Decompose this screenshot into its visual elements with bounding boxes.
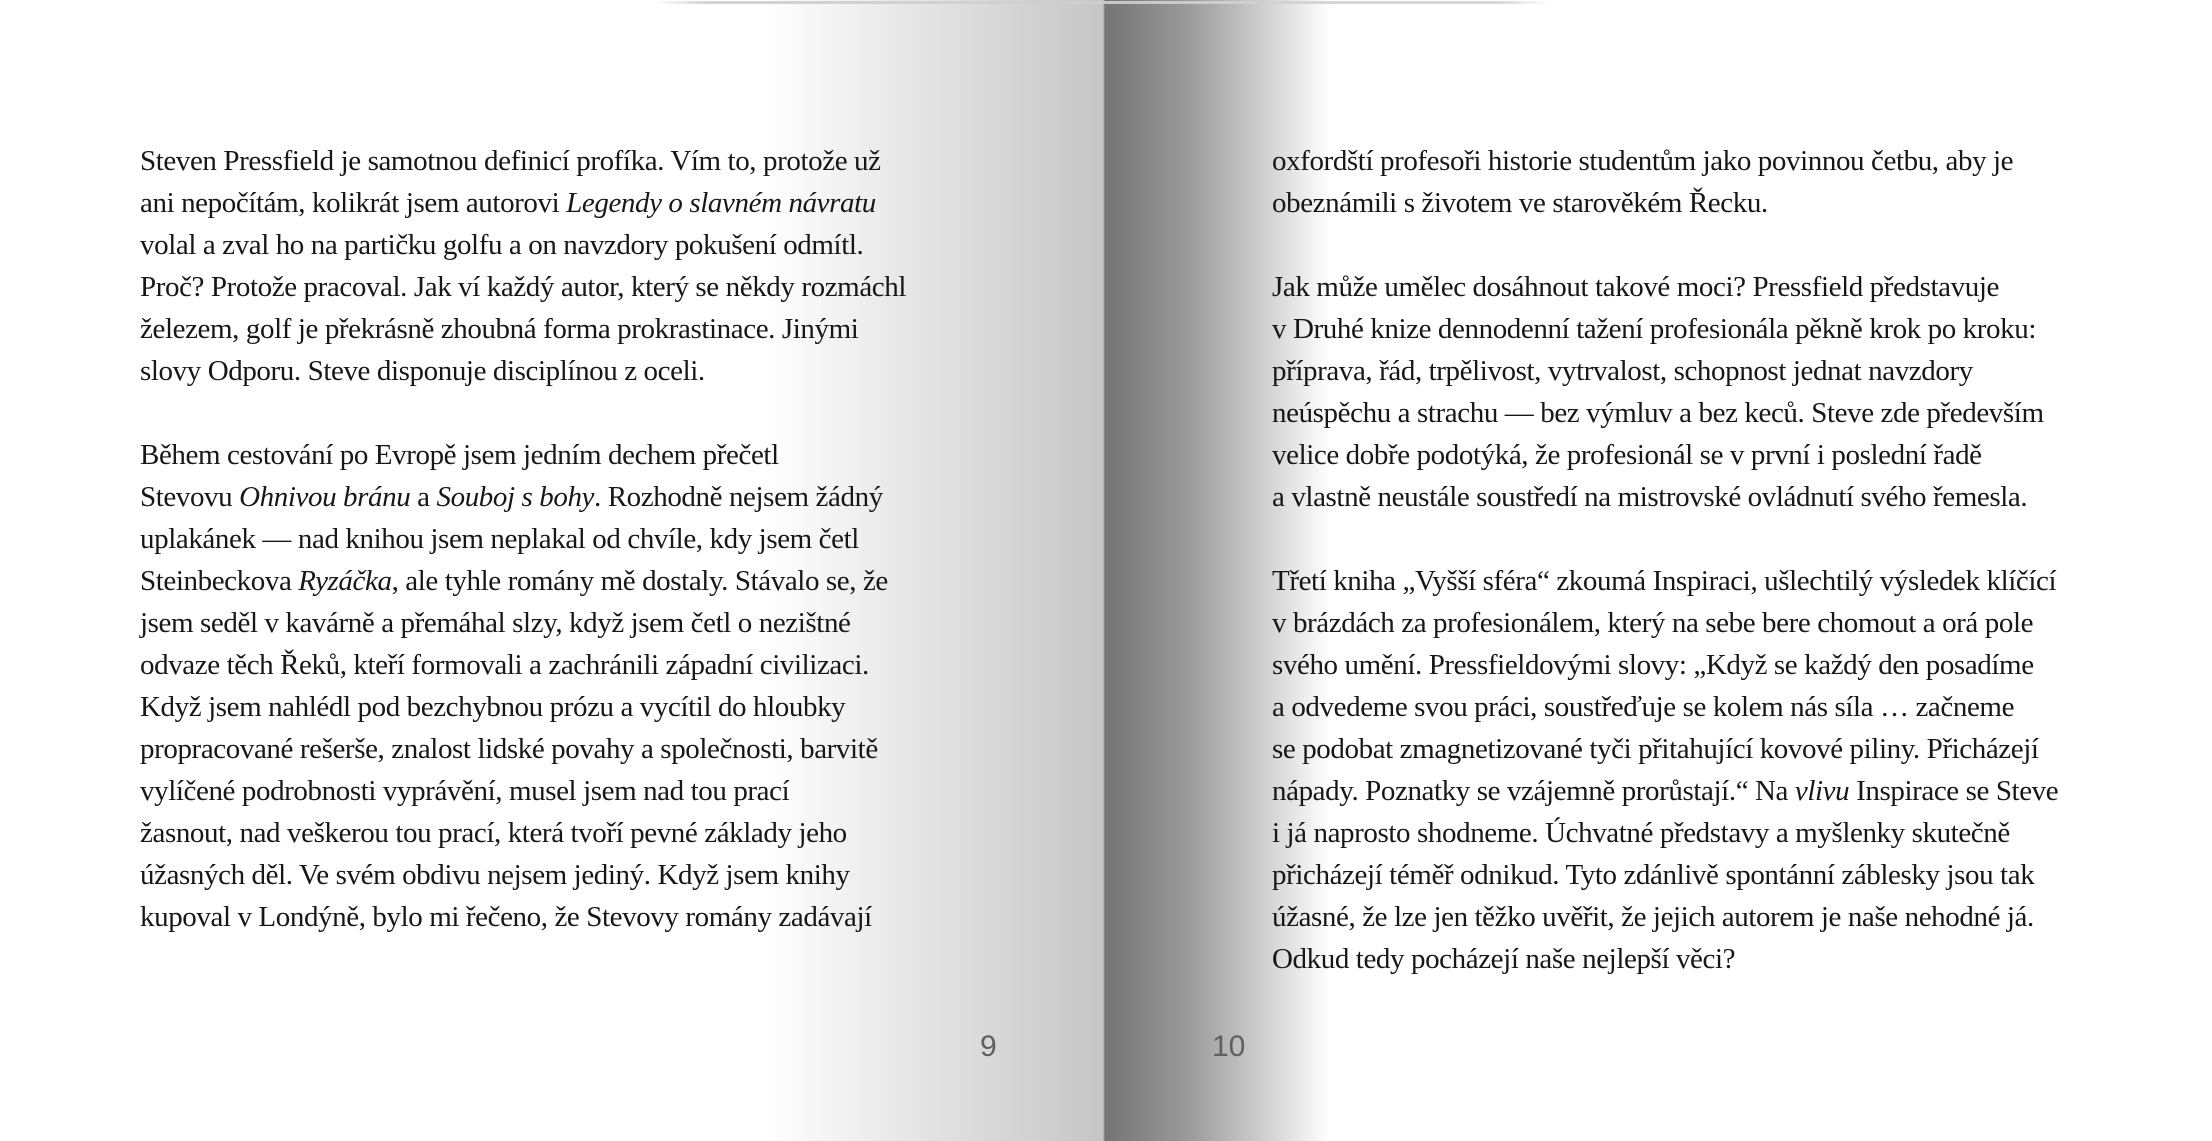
text-line: slovy Odporu. Steve disponuje disciplínou z oceli. xyxy=(140,355,705,387)
text-line: úžasných děl. Ve svém obdivu nejsem jediný. Když jsem knihy xyxy=(140,859,850,891)
text-line: v Druhé knize dennodenní tažení profesionála pěkně krok po kroku: xyxy=(1272,313,2036,345)
text-line: Když jsem nahlédl pod bezchybnou prózu a vycítil do hloubky xyxy=(140,691,846,723)
text-line: i já naprosto shodneme. Úchvatné představy a myšlenky skutečně xyxy=(1272,817,2010,849)
paragraph xyxy=(1272,140,2152,224)
text-line: neúspěchu a strachu — bez výmluv a bez keců. Steve zde především xyxy=(1272,397,2044,429)
top-page-edge xyxy=(655,1,1550,4)
text-line: Jak může umělec dosáhnout takové moci? Pressfield představuje xyxy=(1272,271,1999,303)
text-line: se podobat zmagnetizované tyči přitahující kovové piliny. Přicházejí xyxy=(1272,733,2039,765)
paragraph xyxy=(1272,560,2152,980)
text-line: obeznámili s životem ve starověkém Řecku. xyxy=(1272,187,1768,219)
text-line: Během cestování po Evropě jsem jedním dechem přečetl xyxy=(140,439,779,471)
text-line: Steven Pressfield je samotnou definicí profíka. Vím to, protože už xyxy=(140,145,881,177)
text-line: jsem seděl v kavárně a přemáhal slzy, když jsem četl o nezištné xyxy=(140,607,851,639)
text-line: Proč? Protože pracoval. Jak ví každý autor, který se někdy rozmáchl xyxy=(140,271,907,303)
text-line: vylíčené podrobnosti vyprávění, musel jsem nad tou prací xyxy=(140,775,790,807)
text-line: uplakánek — nad knihou jsem neplakal od chvíle, kdy jsem četl xyxy=(140,523,859,555)
page-number-right: 10 xyxy=(1212,1030,1246,1063)
text-line: volal a zval ho na partičku golfu a on navzdory pokušení odmítl. xyxy=(140,229,864,261)
text-line: a vlastně neustále soustředí na mistrovské ovládnutí svého řemesla. xyxy=(1272,481,2028,513)
text-line: Steinbeckova Ryzáčka, ale tyhle romány mě dostaly. Stávalo se, že xyxy=(140,565,888,597)
text-line: příprava, řád, trpělivost, vytrvalost, schopnost jednat navzdory xyxy=(1272,355,1973,387)
text-line: žasnout, nad veškerou tou prací, která tvoří pevné základy jeho xyxy=(140,817,847,849)
paragraph xyxy=(140,434,980,938)
text-line: Odkud tedy pocházejí naše nejlepší věci? xyxy=(1272,943,1736,975)
text-line: přicházejí téměř odnikud. Tyto zdánlivě spontánní záblesky jsou tak xyxy=(1272,859,2035,891)
right-page-text xyxy=(1272,140,2152,980)
text-line: oxfordští profesoři historie studentům jako povinnou četbu, aby je xyxy=(1272,145,2014,177)
left-page-text xyxy=(140,140,980,938)
text-line: propracované rešerše, znalost lidské povahy a společnosti, barvitě xyxy=(140,733,878,765)
text-line: železem, golf je překrásně zhoubná forma prokrastinace. Jinými xyxy=(140,313,859,345)
text-line: kupoval v Londýně, bylo mi řečeno, že Stevovy romány zadávají xyxy=(140,901,872,933)
text-line: svého umění. Pressfieldovými slovy: „Když se každý den posadíme xyxy=(1272,649,2034,681)
paragraph xyxy=(140,140,980,392)
text-line: v brázdách za profesionálem, který na sebe bere chomout a orá pole xyxy=(1272,607,2034,639)
text-line: úžasné, že lze jen těžko uvěřit, že jejich autorem je naše nehodné já. xyxy=(1272,901,2034,933)
paragraph xyxy=(1272,266,2152,518)
page-number-left: 9 xyxy=(980,1030,997,1063)
text-line: odvaze těch Řeků, kteří formovali a zachránili západní civilizaci. xyxy=(140,649,869,681)
text-line: a odvedeme svou práci, soustřeďuje se kolem nás síla … začneme xyxy=(1272,691,2015,723)
text-line: nápady. Poznatky se vzájemně prorůstají.“ Na vlivu Inspirace se Steve xyxy=(1272,775,2059,807)
text-line: velice dobře podotýká, že profesionál se v první i poslední řadě xyxy=(1272,439,1982,471)
text-line: Stevovu Ohnivou bránu a Souboj s bohy. Rozhodně nejsem žádný xyxy=(140,481,883,513)
text-line: Třetí kniha „Vyšší sféra“ zkoumá Inspiraci, ušlechtilý výsledek klíčící xyxy=(1272,565,2057,597)
text-line: ani nepočítám, kolikrát jsem autorovi Legendy o slavném návratu xyxy=(140,187,876,219)
